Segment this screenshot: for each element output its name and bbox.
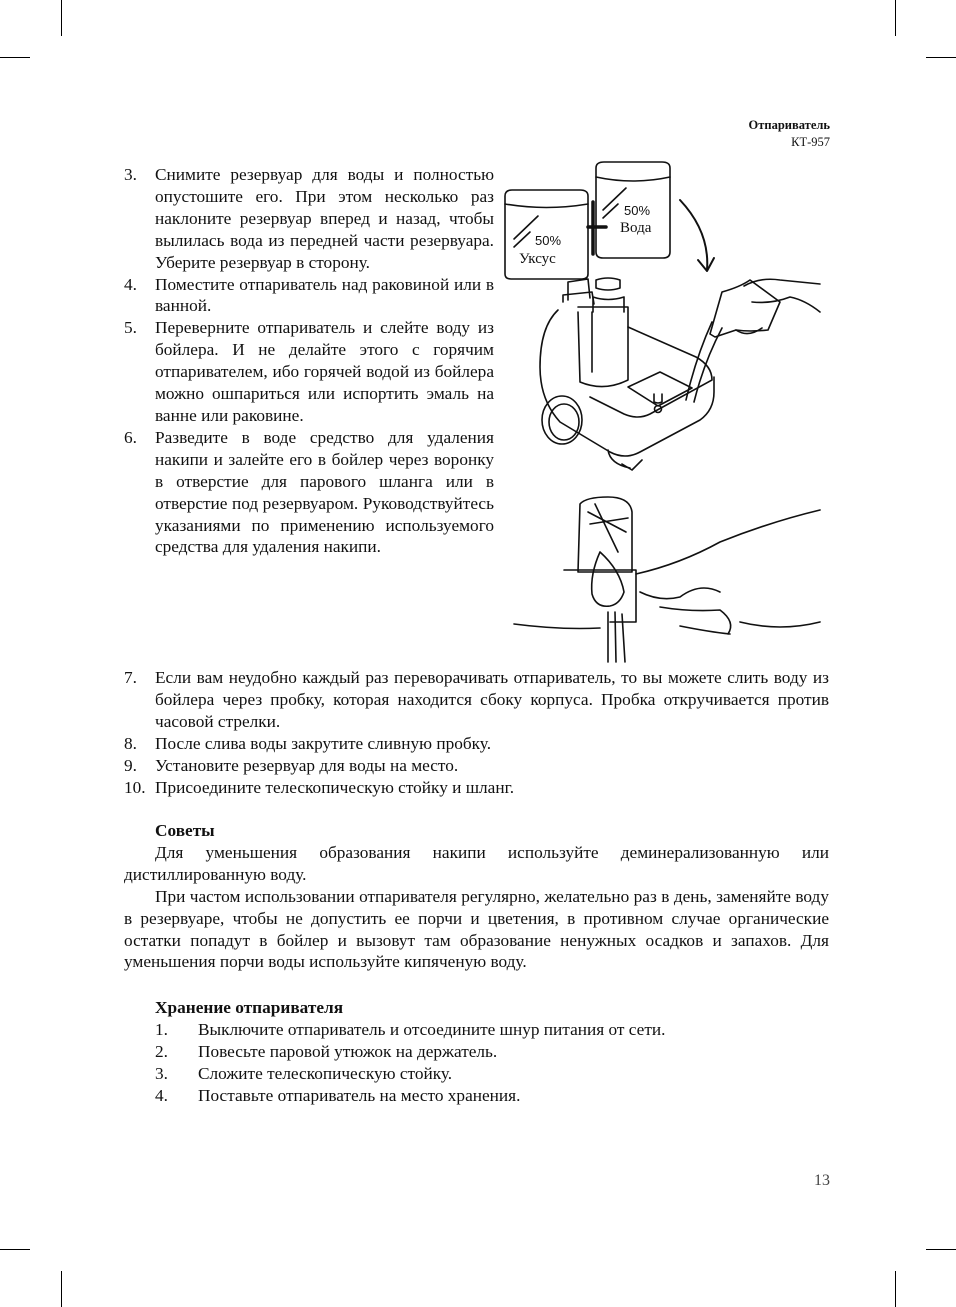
step-number: 4. [124, 274, 137, 294]
steps-list-full [124, 667, 829, 798]
step-text: Если вам неудобно каждый раз переворачивать отпариватель, то вы можете слить воду из бойлера через пробку, которая находится сбоку корпуса. Пробка откручивается против часовой стрелки. [155, 668, 829, 731]
drain-plug-icon [564, 497, 636, 662]
storage-section [124, 997, 829, 1107]
storage-text: Выключите отпариватель и отсоедините шнур питания от сети. [198, 1019, 666, 1039]
running-header [749, 117, 830, 151]
step-text: Переверните отпариватель и слейте воду из бойлера. И не делайте этого с горячим отпаривателем, ибо горячей водой из бойлера можно ошпариться или испортить эмаль на ванне или раковине. [155, 318, 494, 425]
tips-paragraph: Для уменьшения образования накипи используйте деминерализованную или дистиллированную воду. [124, 842, 829, 884]
storage-item [124, 1063, 829, 1085]
step-number: 8. [124, 733, 137, 753]
step-number: 10. [124, 777, 146, 797]
crop-mark [895, 1271, 896, 1307]
header-model: КТ-957 [791, 135, 830, 149]
draining-hand-icon [514, 510, 820, 634]
crop-mark [0, 57, 30, 58]
crop-mark [61, 0, 62, 36]
crop-mark [61, 1271, 62, 1307]
crop-mark [895, 0, 896, 36]
storage-number: 2. [155, 1041, 168, 1061]
steps-list-top [124, 164, 494, 558]
step-text: Разведите в воде средство для удаления накипи и залейте его в бойлер через воронку в отверстие для парового шланга или в отверстие под резервуаром. Руководствуйтесь указаниями по применению используемого средства для удаления накипи. [155, 427, 494, 557]
water-jar-icon [596, 162, 670, 258]
storage-number: 4. [155, 1085, 168, 1105]
storage-number: 1. [155, 1019, 168, 1039]
vinegar-jar-icon [505, 190, 588, 279]
tips-heading: Советы [155, 821, 215, 840]
step-text: Присоедините телескопическую стойку и шланг. [155, 777, 515, 797]
water-label: Вода [620, 220, 652, 236]
step-text: Снимите резервуар для воды и полностью опустошите его. При этом несколько раз наклоните резервуар вперед и назад, чтобы вылилась вода из передней части резервуара. Уберите резервуар в сторону. [155, 165, 494, 272]
step-item [124, 164, 494, 274]
step-item [124, 317, 494, 427]
step-item [124, 777, 829, 799]
page-number: 13 [814, 1172, 830, 1189]
step-number: 6. [124, 427, 137, 447]
step-item [124, 755, 829, 777]
vinegar-label: Уксус [519, 251, 556, 267]
step-item [124, 667, 829, 733]
header-title: Отпариватель [748, 118, 830, 132]
storage-item [124, 1019, 829, 1041]
storage-item [124, 1085, 829, 1107]
descaling-illustration [500, 152, 835, 667]
storage-heading: Хранение отпаривателя [155, 998, 344, 1017]
steamer-boiler-icon [540, 278, 714, 470]
crop-mark [926, 1249, 956, 1250]
step-item [124, 733, 829, 755]
crop-mark [0, 1249, 30, 1250]
water-percent: 50% [624, 203, 651, 218]
step-text: Установите резервуар для воды на место. [155, 755, 459, 775]
crop-mark [926, 57, 956, 58]
storage-text: Повесьте паровой утюжок на держатель. [198, 1041, 498, 1061]
step-number: 9. [124, 755, 137, 775]
storage-item [124, 1041, 829, 1063]
curved-arrow-icon [680, 200, 714, 271]
storage-text: Сложите телескопическую стойку. [198, 1063, 453, 1083]
step-text: Поместите отпариватель над раковиной или в ванной. [155, 274, 494, 316]
vinegar-percent: 50% [535, 233, 562, 248]
tips-paragraph: При частом использовании отпаривателя регулярно, желательно раз в день, заменяйте воду в резервуаре, чтобы не допустить ее порчи и цветения, в противном случае органические остатки попадут в бойлер и вызовут там образование ненужных осадков и запахов. Для уменьшения порчи воды используйте кипяченую воду. [124, 886, 829, 972]
step-item [124, 274, 494, 318]
tips-section [124, 820, 829, 973]
storage-text: Поставьте отпариватель на место хранения. [198, 1085, 521, 1105]
storage-number: 3. [155, 1063, 168, 1083]
step-item [124, 427, 494, 558]
step-number: 7. [124, 668, 137, 687]
step-number: 3. [124, 165, 137, 184]
step-text: После слива воды закрутите сливную пробку. [155, 733, 492, 753]
step-number: 5. [124, 318, 137, 338]
